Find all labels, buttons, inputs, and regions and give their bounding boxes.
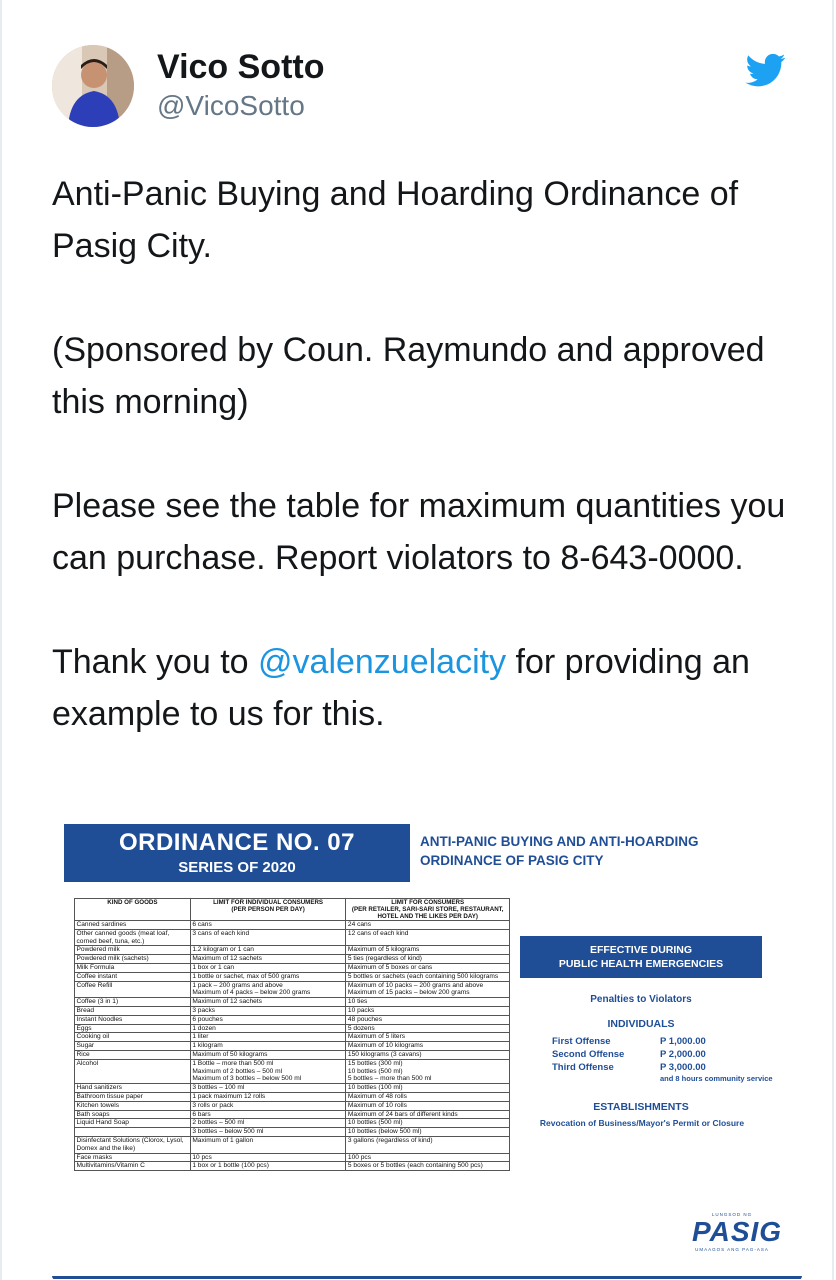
logo-word: PASIG <box>692 1216 783 1247</box>
table-cell: Sugar <box>75 1042 191 1051</box>
table-cell: Disinfectant Solutions (Clorox, Lysol, Domex and the like) <box>75 1136 191 1153</box>
establishments-penalty: Revocation of Business/Mayor's Permit or Closure <box>539 1118 745 1128</box>
table-cell: Cooking oil <box>75 1033 191 1042</box>
table-cell: Liquid Hand Soap <box>75 1119 191 1128</box>
table-cell: Rice <box>75 1050 191 1059</box>
penalty-amount: P 1,000.00 <box>660 1036 706 1047</box>
table-cell: 10 bottles (below 500 ml) <box>346 1128 510 1137</box>
table-cell: Maximum of 5 boxes or cans <box>346 963 510 972</box>
ordinance-title: ORDINANCE NO. 07 <box>118 829 356 856</box>
table-cell: 3 rolls or pack <box>190 1101 346 1110</box>
tweet-text <box>52 168 802 792</box>
table-row <box>75 1153 510 1162</box>
table-row <box>75 1015 510 1024</box>
table-cell: Eggs <box>75 1024 191 1033</box>
table-cell: 2 bottles – 500 ml <box>190 1119 346 1128</box>
table-row <box>75 1101 510 1110</box>
table-cell: 1.2 kilogram or 1 can <box>190 946 346 955</box>
table-cell: 1 liter <box>190 1033 346 1042</box>
table-row <box>75 946 510 955</box>
table-row <box>75 929 510 946</box>
penalty-amount: P 3,000.00 <box>660 1062 706 1073</box>
table-cell: Alcohol <box>75 1059 191 1083</box>
table-cell: Coffee (3 in 1) <box>75 998 191 1007</box>
effective-line: PUBLIC HEALTH EMERGENCIES <box>558 958 724 970</box>
table-cell: 10 ties <box>346 998 510 1007</box>
table-row <box>75 1128 510 1137</box>
table-cell: Other canned goods (meat loaf, corned beef, tuna, etc.) <box>75 929 191 946</box>
table-row <box>75 1119 510 1128</box>
table-cell: 48 pouches <box>346 1015 510 1024</box>
table-cell: 1 pack – 200 grams and above Maximum of 4 packs – below 200 grams <box>190 981 346 998</box>
table-cell: 1 box or 1 can <box>190 963 346 972</box>
table-row <box>75 1006 510 1015</box>
ordinance-subtitle <box>420 832 780 870</box>
table-row <box>75 972 510 981</box>
image-bottom-border <box>52 1276 802 1279</box>
table-cell: 1 Bottle – more than 500 ml Maximum of 2 bottles – 500 ml Maximum of 3 bottles – below 500 ml <box>190 1059 346 1083</box>
subtitle-line: ORDINANCE OF PASIG CITY <box>420 853 604 868</box>
subtitle-line: ANTI-PANIC BUYING AND ANTI-HOARDING <box>420 834 699 849</box>
penalties-title: Penalties to Violators <box>590 994 692 1005</box>
ordinance-header <box>64 824 410 882</box>
table-row <box>75 963 510 972</box>
tweet-paragraph: (Sponsored by Coun. Raymundo and approved this morning) <box>52 331 765 421</box>
effective-banner <box>520 936 762 978</box>
table-cell: 1 kilogram <box>190 1042 346 1051</box>
table-cell: Maximum of 10 rolls <box>346 1101 510 1110</box>
table-cell: Coffee Refill <box>75 981 191 998</box>
penalty-label: First Offense <box>552 1036 611 1047</box>
column-header: LIMIT FOR INDIVIDUAL CONSUMERS (PER PERSON PER DAY) <box>190 899 346 921</box>
table-cell: 10 pcs <box>190 1153 346 1162</box>
table-cell: 10 packs <box>346 1006 510 1015</box>
table-cell: Maximum of 12 sachets <box>190 955 346 964</box>
table-body <box>75 921 510 1171</box>
table-cell: Maximum of 50 kilograms <box>190 1050 346 1059</box>
table-row <box>75 1084 510 1093</box>
table-cell: 10 bottles (100 ml) <box>346 1084 510 1093</box>
column-header: LIMIT FOR CONSUMERS (PER RETAILER, SARI-SARI STORE, RESTAURANT, HOTEL AND THE LIKES PER DAY) <box>346 899 510 921</box>
table-cell: Maximum of 1 gallon <box>190 1136 346 1153</box>
table-cell: 3 bottles – below 500 ml <box>190 1128 346 1137</box>
table-row <box>75 998 510 1007</box>
table-cell: Multivitamins/Vitamin C <box>75 1162 191 1171</box>
table-row <box>75 1136 510 1153</box>
avatar-photo <box>52 45 134 127</box>
effective-line: EFFECTIVE DURING <box>589 944 693 956</box>
individuals-title: INDIVIDUALS <box>607 1018 675 1030</box>
table-cell: 12 cans of each kind <box>346 929 510 946</box>
table-cell: Maximum of 10 packs – 200 grams and above Maximum of 15 packs – below 200 grams <box>346 981 510 998</box>
twitter-bird-icon[interactable] <box>744 50 788 90</box>
pasig-logo <box>692 1212 783 1252</box>
table-cell: Coffee instant <box>75 972 191 981</box>
tweet-text-segment: for providing an example to us for this. <box>52 643 750 733</box>
table-cell: 6 cans <box>190 921 346 930</box>
table-cell: Instant Noodles <box>75 1015 191 1024</box>
table-cell: 3 cans of each kind <box>190 929 346 946</box>
table-cell: 1 pack maximum 12 rolls <box>190 1092 346 1101</box>
table-cell: Face masks <box>75 1153 191 1162</box>
tweet-text-segment: Thank you to <box>52 643 259 681</box>
table-cell: Powdered milk <box>75 946 191 955</box>
table-cell: Maximum of 48 rolls <box>346 1092 510 1101</box>
table-cell: Maximum of 10 kilograms <box>346 1042 510 1051</box>
table-cell: 3 bottles – 100 ml <box>190 1084 346 1093</box>
table-cell: Maximum of 5 liters <box>346 1033 510 1042</box>
table-row <box>75 1033 510 1042</box>
table-cell: Maximum of 12 sachets <box>190 998 346 1007</box>
table-cell: Canned sardines <box>75 921 191 930</box>
table-cell: 3 packs <box>190 1006 346 1015</box>
table-cell: 5 ties (regardless of kind) <box>346 955 510 964</box>
table-cell: 1 bottle or sachet, max of 500 grams <box>190 972 346 981</box>
penalty-label: Second Offense <box>552 1049 625 1060</box>
table-row <box>75 921 510 930</box>
table-cell: 5 bottles or sachets (each containing 500 kilograms <box>346 972 510 981</box>
table-row <box>75 955 510 964</box>
logo-bottom-text: UMAAGOS ANG PAG-ASA <box>695 1247 769 1252</box>
table-cell: 100 pcs <box>346 1153 510 1162</box>
establishments-title: ESTABLISHMENTS <box>593 1101 689 1113</box>
table-row <box>75 981 510 998</box>
user-handle[interactable]: @VicoSotto <box>157 90 305 121</box>
table-cell: Milk Formula <box>75 963 191 972</box>
table-row <box>75 1092 510 1101</box>
table-cell <box>75 1128 191 1137</box>
table-row <box>75 1162 510 1171</box>
column-header: KIND OF GOODS <box>75 899 191 921</box>
table-cell: 5 dozens <box>346 1024 510 1033</box>
table-cell: Maximum of 24 bars of different kinds <box>346 1110 510 1119</box>
penalty-label: Third Offense <box>552 1062 614 1073</box>
table-row <box>75 1042 510 1051</box>
table-row <box>75 1050 510 1059</box>
table-cell: Hand sanitizers <box>75 1084 191 1093</box>
tweet-paragraph: Anti-Panic Buying and Hoarding Ordinance of Pasig City. <box>52 175 739 265</box>
table-cell: 6 pouches <box>190 1015 346 1024</box>
logo-top-text: LUNGSOD NG <box>711 1212 753 1217</box>
table-row <box>75 1110 510 1119</box>
table-cell: 150 kilograms (3 cavans) <box>346 1050 510 1059</box>
penalty-amount: P 2,000.00 <box>660 1049 706 1060</box>
table-cell: 6 bars <box>190 1110 346 1119</box>
table-cell: Bath soaps <box>75 1110 191 1119</box>
mention-link[interactable]: @valenzuelacity <box>258 643 507 681</box>
ordinance-series: SERIES OF 2020 <box>178 859 296 876</box>
table-cell: 1 box or 1 bottle (100 pcs) <box>190 1162 346 1171</box>
table-cell: 10 bottles (500 ml) <box>346 1119 510 1128</box>
table-cell: 1 dozen <box>190 1024 346 1033</box>
penalty-note: and 8 hours community service <box>660 1074 773 1083</box>
avatar[interactable] <box>52 45 134 127</box>
table-cell: 5 boxes or 5 bottles (each containing 500 pcs) <box>346 1162 510 1171</box>
table-cell: Kitchen towels <box>75 1101 191 1110</box>
table-cell: 24 cans <box>346 921 510 930</box>
table-header-row <box>75 899 510 921</box>
table-row <box>75 1024 510 1033</box>
table-cell: Maximum of 5 kilograms <box>346 946 510 955</box>
attached-image[interactable] <box>52 806 802 1280</box>
goods-limit-table <box>74 898 510 1171</box>
table-cell: Bathroom tissue paper <box>75 1092 191 1101</box>
table-cell: Bread <box>75 1006 191 1015</box>
table-cell: 15 bottles (300 ml) 10 bottles (500 ml) 5 bottles – more than 500 ml <box>346 1059 510 1083</box>
tweet-paragraph: Please see the table for maximum quantities you can purchase. Report violators to 8-643-0000. <box>52 487 786 577</box>
table-row <box>75 1059 510 1083</box>
table-cell: 3 gallons (regardless of kind) <box>346 1136 510 1153</box>
display-name[interactable]: Vico Sotto <box>157 48 325 86</box>
tweet-paragraph <box>52 636 802 740</box>
table-cell: Powdered milk (sachets) <box>75 955 191 964</box>
